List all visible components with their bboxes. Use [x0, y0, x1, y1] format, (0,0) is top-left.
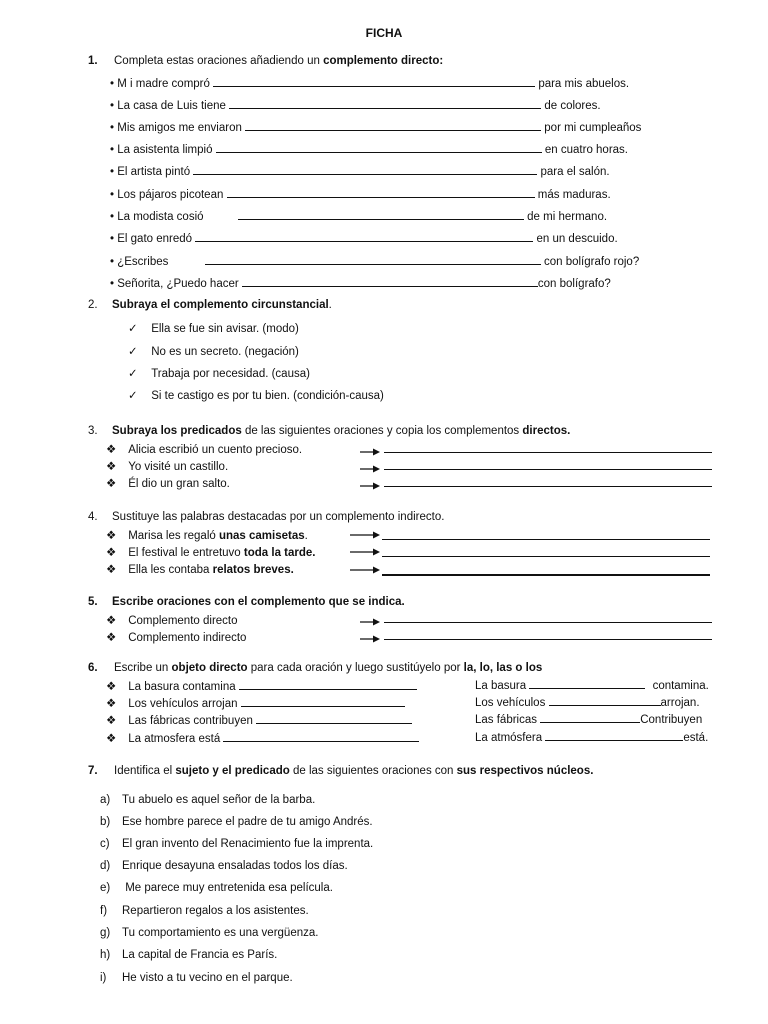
item-text: Marisa les regaló [128, 530, 219, 542]
s1-item [110, 121, 641, 134]
heading-bold-text: directos. [522, 425, 571, 437]
answer-blank[interactable] [193, 165, 537, 175]
s1-item [110, 210, 607, 223]
item-text-end: para mis abuelos. [538, 78, 630, 90]
answer-blank[interactable] [384, 630, 712, 640]
arrow-right-icon [360, 464, 380, 474]
heading-text: de las siguientes oraciones con [289, 765, 457, 777]
item-text: El gato enredó [117, 233, 193, 245]
s7-item [100, 838, 373, 850]
section-5-heading [88, 596, 405, 608]
item-text: Los vehículos [475, 697, 546, 709]
item-text: La atmosfera está [128, 733, 221, 745]
diamond-bullet-icon: ❖ [106, 547, 117, 559]
item-text: Trabaja por necesidad. (causa) [151, 368, 310, 380]
s6-item-right [475, 679, 709, 692]
item-text-end: de mi hermano. [527, 211, 608, 223]
answer-blank[interactable] [239, 680, 417, 690]
s7-item [100, 972, 293, 984]
s7-item [100, 860, 348, 872]
section-number: 4. [88, 511, 98, 523]
s1-item [110, 143, 628, 156]
s1-item [110, 165, 610, 178]
checkmark-icon: ✓ [128, 390, 138, 402]
diamond-bullet-icon: ❖ [106, 715, 117, 727]
arrow-right-icon [360, 447, 380, 457]
answer-blank[interactable] [195, 232, 533, 242]
s3-item [106, 442, 302, 456]
item-text: Los pájaros picotean [117, 189, 224, 201]
section-1-heading [88, 55, 443, 67]
heading-text: de las siguientes oraciones y copia los complementos [241, 425, 523, 437]
item-text: La casa de Luis tiene [117, 100, 226, 112]
answer-blank[interactable] [540, 713, 640, 723]
bullet-icon: • [110, 211, 115, 223]
section-number: 2. [88, 299, 98, 311]
answer-blank[interactable] [238, 210, 524, 220]
diamond-bullet-icon: ❖ [106, 530, 117, 542]
arrow-right-icon [360, 481, 380, 491]
s7-item [100, 905, 309, 917]
diamond-bullet-icon: ❖ [106, 444, 117, 456]
item-text: Complemento indirecto [128, 632, 247, 644]
diamond-bullet-icon: ❖ [106, 478, 117, 490]
section-number: 6. [88, 662, 98, 674]
diamond-bullet-icon: ❖ [106, 461, 117, 473]
s5-item [106, 613, 238, 627]
heading-text: Identifica el [114, 765, 176, 777]
page-title: FICHA [365, 26, 403, 40]
answer-blank[interactable] [382, 547, 710, 557]
heading-bold-text: la, lo, las o los [463, 662, 543, 674]
item-letter: b) [100, 816, 111, 828]
s7-item [100, 816, 373, 828]
diamond-bullet-icon: ❖ [106, 733, 117, 745]
bullet-icon: • [110, 166, 115, 178]
item-letter: d) [100, 860, 111, 872]
diamond-bullet-icon: ❖ [106, 698, 117, 710]
answer-blank[interactable] [384, 443, 712, 453]
s6-item [106, 731, 419, 745]
section-number: 3. [88, 425, 98, 437]
bullet-icon: • [110, 122, 115, 134]
item-text-end: Contribuyen [640, 714, 703, 726]
section-number: 5. [88, 596, 98, 608]
item-text: Las fábricas contribuyen [128, 715, 253, 727]
item-text: La modista cosió [117, 211, 204, 223]
s1-item [110, 188, 611, 201]
item-letter: g) [100, 927, 111, 939]
arrow-right-icon [350, 547, 370, 557]
item-text: He visto a tu vecino en el parque. [122, 972, 293, 984]
item-text: No es un secreto. (negación) [151, 346, 299, 358]
checkmark-icon: ✓ [128, 346, 138, 358]
s4-item [106, 545, 315, 559]
heading-bold-text: Subraya los predicados [112, 425, 242, 437]
bullet-icon: • [110, 78, 115, 90]
answer-blank[interactable] [245, 121, 541, 131]
item-letter: i) [100, 972, 107, 984]
item-text-end: más maduras. [537, 189, 611, 201]
heading-text: Completa estas oraciones añadiendo un [114, 55, 324, 67]
item-text: Repartieron regalos a los asistentes. [122, 905, 309, 917]
checkmark-icon: ✓ [128, 368, 138, 380]
item-text-end: en cuatro horas. [544, 144, 628, 156]
item-text: ¿Escribes [117, 256, 169, 268]
answer-blank[interactable] [216, 143, 542, 153]
s4-item [106, 562, 294, 576]
item-text-end: de colores. [544, 100, 601, 112]
s7-item [100, 949, 277, 961]
s2-item [128, 321, 299, 335]
answer-blank[interactable] [549, 696, 661, 706]
item-letter: h) [100, 949, 111, 961]
answer-blank[interactable] [382, 565, 710, 576]
s1-item [110, 255, 639, 268]
item-text: Yo visité un castillo. [128, 461, 229, 473]
item-text: Complemento directo [128, 615, 238, 627]
s3-item [106, 476, 230, 490]
item-text: El festival le entretuvo [128, 547, 244, 559]
s7-item [100, 927, 318, 939]
item-text: La capital de Francia es París. [122, 949, 278, 961]
item-text-end: . [304, 530, 308, 542]
s5-item [106, 630, 246, 644]
s6-item-right [475, 696, 700, 709]
heading-bold-text: Subraya el complemento circunstancial [112, 299, 329, 311]
arrow-right-icon [350, 530, 370, 540]
bullet-icon: • [110, 100, 115, 112]
heading-bold-text: sujeto y el predicado [175, 765, 290, 777]
item-text: Tu abuelo es aquel señor de la barba. [122, 794, 316, 806]
heading-bold-text: objeto directo [171, 662, 248, 674]
s1-item [110, 99, 601, 112]
item-text-end: con bolígrafo rojo? [543, 256, 640, 268]
item-text: Alicia escribió un cuento precioso. [128, 444, 303, 456]
item-text: Tu comportamiento es una vergüenza. [122, 927, 319, 939]
section-number: 7. [88, 765, 98, 777]
item-bold-text: toda la tarde. [243, 547, 316, 559]
section-7-heading [88, 765, 593, 777]
answer-blank[interactable] [229, 99, 541, 109]
heading-text: . [328, 299, 332, 311]
item-text-end: está. [683, 732, 709, 744]
item-text: La basura [475, 680, 527, 692]
answer-blank[interactable] [242, 277, 538, 287]
item-letter: c) [100, 838, 110, 850]
item-text-end: contamina. [652, 680, 709, 692]
item-text: El gran invento del Renacimiento fue la imprenta. [122, 838, 374, 850]
item-text-end: con bolígrafo? [537, 278, 611, 290]
item-letter: a) [100, 794, 111, 806]
item-text: Las fábricas [475, 714, 538, 726]
s1-item [110, 232, 618, 245]
section-3-heading [88, 425, 570, 437]
s6-item-right [475, 713, 702, 726]
answer-blank[interactable] [213, 77, 535, 87]
answer-blank[interactable] [241, 697, 405, 707]
item-text-end: para el salón. [540, 166, 610, 178]
item-text: La atmósfera [475, 732, 543, 744]
heading-text: Escribe un [114, 662, 172, 674]
diamond-bullet-icon: ❖ [106, 632, 117, 644]
diamond-bullet-icon: ❖ [106, 615, 117, 627]
s1-item [110, 77, 629, 90]
section-6-heading [88, 662, 542, 674]
item-text: Mis amigos me enviaron [117, 122, 242, 134]
section-4-heading [88, 511, 444, 523]
answer-blank[interactable] [382, 530, 710, 540]
bullet-icon: • [110, 144, 115, 156]
s7-item [100, 794, 315, 806]
s7-item [100, 882, 333, 894]
item-text: Si te castigo es por tu bien. (condición-causa) [151, 390, 384, 402]
heading-bold-text: sus respectivos núcleos. [456, 765, 594, 777]
bullet-icon: • [110, 233, 115, 245]
section-number: 1. [88, 55, 98, 67]
bullet-icon: • [110, 256, 115, 268]
answer-blank[interactable] [205, 255, 541, 265]
answer-blank[interactable] [384, 477, 712, 487]
answer-blank[interactable] [223, 732, 419, 742]
answer-blank[interactable] [227, 188, 535, 198]
item-text: Él dio un gran salto. [128, 478, 230, 490]
diamond-bullet-icon: ❖ [106, 564, 117, 576]
answer-blank[interactable] [256, 714, 412, 724]
s6-item [106, 713, 412, 727]
s6-item [106, 679, 417, 693]
s2-item [128, 366, 310, 380]
bullet-icon: • [110, 278, 115, 290]
s2-item [128, 388, 384, 402]
item-text-end: por mi cumpleaños [544, 122, 642, 134]
item-text-end: en un descuido. [536, 233, 618, 245]
item-text-end: arrojan. [660, 697, 700, 709]
item-text: El artista pintó [117, 166, 191, 178]
item-bold-text: unas camisetas [218, 530, 305, 542]
s6-item [106, 696, 405, 710]
item-text: Ese hombre parece el padre de tu amigo Andrés. [122, 816, 373, 828]
arrow-right-icon [350, 565, 370, 575]
answer-blank[interactable] [384, 460, 712, 470]
item-text: Ella les contaba [128, 564, 213, 576]
answer-blank[interactable] [529, 679, 645, 689]
answer-blank[interactable] [545, 731, 683, 741]
item-text: Me parece muy entretenida esa película. [122, 882, 333, 894]
item-text: Señorita, ¿Puedo hacer [117, 278, 239, 290]
answer-blank[interactable] [384, 613, 712, 623]
item-text: Los vehículos arrojan [128, 698, 238, 710]
s1-item [110, 277, 611, 290]
arrow-right-icon [360, 617, 380, 627]
s6-item-right [475, 731, 708, 744]
arrow-right-icon [360, 634, 380, 644]
item-text: La asistenta limpió [117, 144, 213, 156]
diamond-bullet-icon: ❖ [106, 681, 117, 693]
item-letter: f) [100, 905, 108, 917]
item-text: La basura contamina [128, 681, 236, 693]
item-bold-text: relatos breves. [212, 564, 294, 576]
s3-item [106, 459, 228, 473]
heading-bold-text: complemento directo: [323, 55, 444, 67]
item-text: Ella se fue sin avisar. (modo) [151, 323, 299, 335]
heading-text: Sustituye las palabras destacadas por un complemento indirecto. [112, 511, 445, 523]
item-text: M i madre compró [117, 78, 210, 90]
s4-item [106, 528, 308, 542]
s2-item [128, 344, 299, 358]
section-2-heading [88, 299, 332, 311]
item-letter: e) [100, 882, 111, 894]
item-text: Enrique desayuna ensaladas todos los días. [122, 860, 348, 872]
heading-bold-text: Escribe oraciones con el complemento que se indica. [112, 596, 405, 608]
bullet-icon: • [110, 189, 115, 201]
checkmark-icon: ✓ [128, 323, 138, 335]
heading-text: para cada oración y luego sustitúyelo por [247, 662, 464, 674]
